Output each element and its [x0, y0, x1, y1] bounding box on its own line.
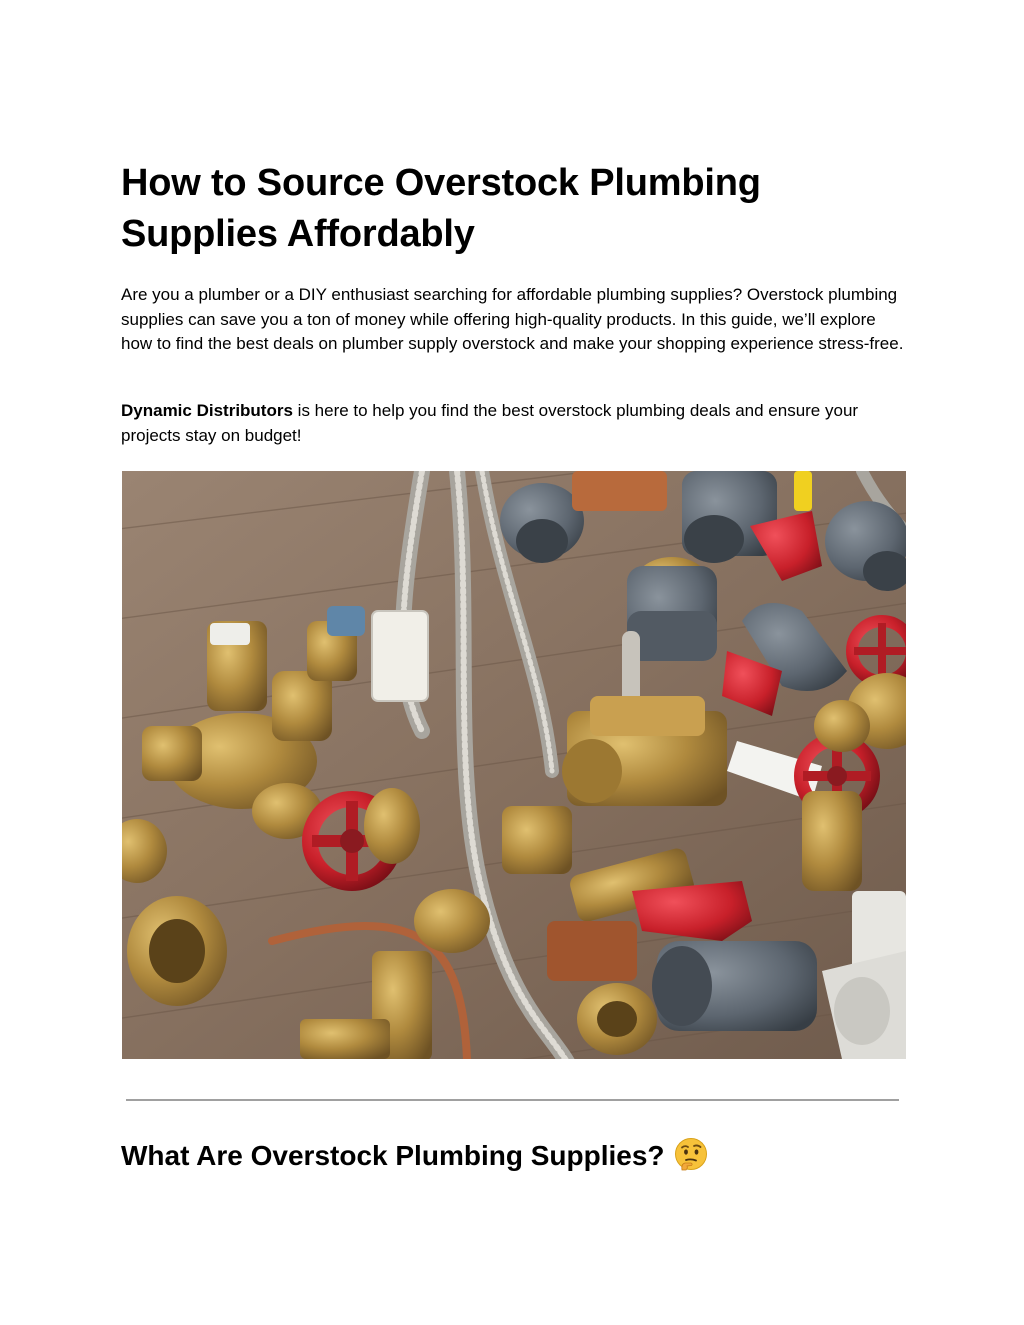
- thinking-face-icon: [674, 1137, 708, 1171]
- intro-paragraph: Are you a plumber or a DIY enthusiast searching for affordable plumbing supplies? Overstock plumbing supplies can save you a ton of money while offering high-quality products. In this guide, we’ll explore how to find the best deals on plumber supply overstock and make your shopping experience stress-free.: [121, 285, 904, 353]
- section-heading-text: What Are Overstock Plumbing Supplies?: [121, 1140, 665, 1171]
- section-divider: [126, 1099, 899, 1101]
- cta-text: is here to help you find the best overstock plumbing deals and ensure your projects stay on budget!: [121, 401, 859, 445]
- plumbing-parts-photo: [122, 471, 906, 1059]
- brand-name: Dynamic Distributors: [121, 401, 293, 420]
- cta-paragraph: [121, 399, 911, 448]
- page-title: How to Source Overstock Plumbing Supplies Affordably: [121, 162, 761, 255]
- section-heading: [121, 1136, 708, 1176]
